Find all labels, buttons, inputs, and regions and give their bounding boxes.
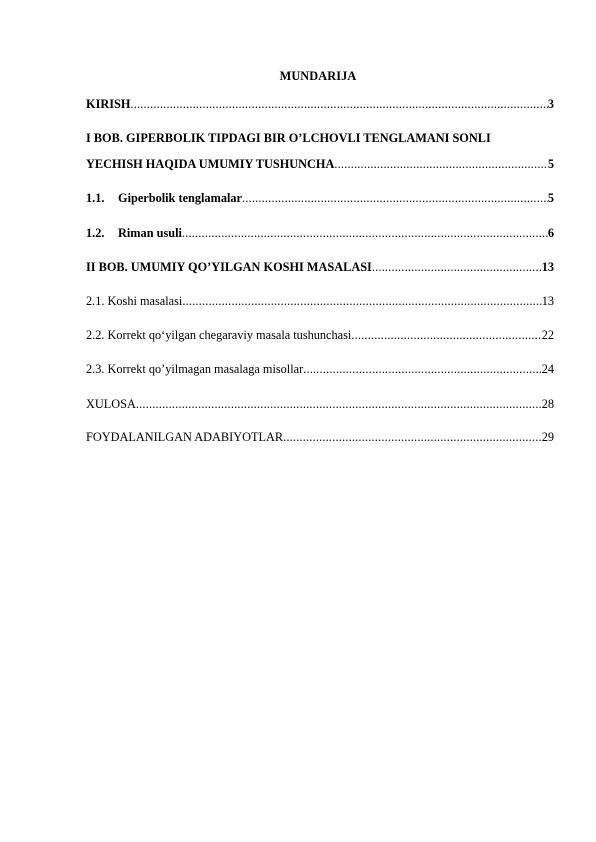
toc-entry-label: Riman usuli <box>118 226 182 240</box>
toc-leader-dots <box>130 96 547 112</box>
toc-entry-1-2[interactable] <box>86 225 554 241</box>
toc-entry-label: FOYDALANILGAN ADABIYOTLAR <box>86 430 284 444</box>
toc-leader-dots <box>182 225 548 241</box>
toc-entry-label: Giperbolik tenglamalar <box>118 191 242 205</box>
toc-entry-page: 13 <box>541 260 554 274</box>
toc-entry-page: 6 <box>547 226 554 240</box>
toc-entry-page: 5 <box>547 157 554 171</box>
toc-entry-number: 1.2. <box>86 226 105 240</box>
toc-entry-2-2[interactable] <box>86 327 554 343</box>
toc-entry-label: 2.1. Koshi masalasi <box>86 294 183 308</box>
toc-leader-dots <box>334 156 547 172</box>
toc-entry-2-1[interactable] <box>86 293 554 309</box>
toc-entry-page: 22 <box>541 328 554 342</box>
toc-title: MUNDARIJA <box>279 69 357 83</box>
toc-entry-number: 1.1. <box>86 191 105 205</box>
toc-entry-xulosa[interactable] <box>86 396 554 412</box>
toc-entry-page: 28 <box>541 397 554 411</box>
toc-entry-page: 5 <box>547 191 554 205</box>
toc-entry-label: KIRISH <box>86 97 131 111</box>
toc-entry-references[interactable] <box>86 429 554 445</box>
toc-entry-page: 3 <box>547 97 554 111</box>
toc-leader-dots <box>182 293 541 309</box>
toc-leader-dots <box>303 361 542 377</box>
toc-entry-label: 2.2. Korrekt qo‘yilgan chegaraviy masala tushunchasi <box>86 328 352 342</box>
toc-entry-1-1[interactable] <box>86 190 554 206</box>
toc-entry-chapter1-line1[interactable]: I BOB. GIPERBOLIK TIPDAGI BIR O’LCHOVLI TENGLAMANI SONLI <box>86 131 491 145</box>
toc-entry-label: XULOSA <box>86 397 136 411</box>
toc-leader-dots <box>242 190 548 206</box>
toc-entry-chapter2[interactable] <box>86 259 554 275</box>
toc-entry-label: YECHISH HAQIDA UMUMIY TUSHUNCHA <box>86 157 335 171</box>
toc-leader-dots <box>372 259 542 275</box>
toc-leader-dots <box>283 429 542 445</box>
toc-entry-page: 29 <box>541 430 554 444</box>
toc-entry-chapter1[interactable] <box>86 156 554 172</box>
toc-entry-page: 13 <box>541 294 554 308</box>
toc-leader-dots <box>136 396 542 412</box>
toc-entry-label: 2.3. Korrekt qo’yilmagan masalaga misollar <box>86 362 304 376</box>
toc-entry-label: II BOB. UMUMIY QO’YILGAN KOSHI MASALASI <box>86 260 372 274</box>
toc-entry-page: 24 <box>541 362 554 376</box>
toc-leader-dots <box>351 327 541 343</box>
toc-entry-kirish[interactable] <box>86 96 554 112</box>
toc-entry-2-3[interactable] <box>86 361 554 377</box>
